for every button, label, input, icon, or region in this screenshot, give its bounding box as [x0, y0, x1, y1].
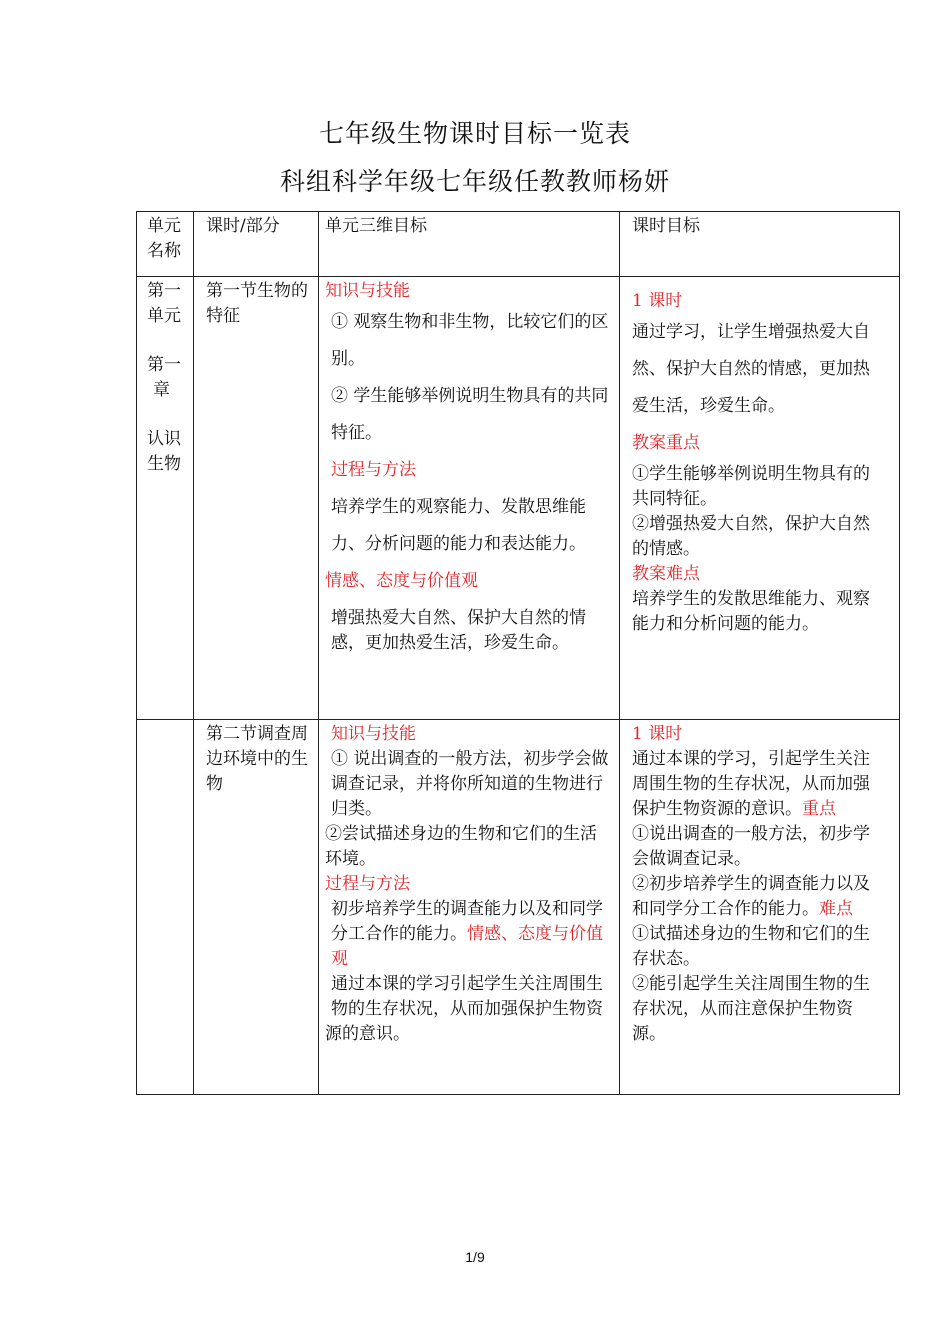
- process-methods-label: 过程与方法: [331, 460, 416, 480]
- key-points-label: 重点: [802, 799, 836, 819]
- process-methods-label: 过程与方法: [325, 874, 410, 894]
- emotion-values-label: 情感、态度与价值观: [325, 571, 478, 591]
- goal-text: ① 观察生物和非生物，比较它们的区别。: [331, 312, 609, 369]
- goal-text: ②尝试描述身边的生物和它们的生活环境。: [325, 824, 597, 869]
- unit-name-cell: [137, 277, 194, 720]
- goal-text: ① 说出调查的一般方法，初步学会做调查记录，并将你所知道的生物进行归类。: [331, 749, 609, 819]
- section-cell: [194, 720, 319, 1095]
- lesson-goals-cell: [620, 277, 900, 720]
- knowledge-skills-label: 知识与技能: [331, 724, 416, 744]
- lesson-intro: 通过学习，让学生增强热爱大自然、保护大自然的情感，更加热爱生活，珍爱生命。: [632, 322, 870, 416]
- unit-line: 生物: [147, 454, 181, 474]
- page-number: 1/9: [465, 1249, 485, 1265]
- unit-line: 认识: [147, 429, 181, 449]
- lesson-goals-table: [136, 211, 900, 1095]
- key-point: [632, 872, 885, 922]
- difficult-points-label: 难点: [819, 899, 853, 919]
- section-cell: [194, 277, 319, 720]
- document-subtitle: 科组科学年级七年级任教教师杨妍: [279, 167, 670, 196]
- unit-name-cell: [137, 720, 194, 1095]
- lesson-intro: [632, 747, 885, 822]
- lesson-hours: 1 课时: [632, 291, 683, 311]
- table-row: [137, 720, 900, 1095]
- lesson-hours: 1 课时: [632, 724, 683, 744]
- unit-line: 章: [153, 380, 170, 400]
- table-header-row: [137, 212, 900, 277]
- goal-text: 培养学生的观察能力、发散思维能力、分析问题的能力和表达能力。: [331, 497, 586, 554]
- header-lesson-goals: 课时目标: [620, 212, 900, 277]
- unit-line: 第一: [147, 281, 181, 301]
- emotion-values-label: 情感、态度与价值观: [331, 924, 603, 969]
- header-unit-name: 单元名称: [137, 212, 194, 277]
- unit-line: 第一: [147, 355, 181, 375]
- goal-text: ② 学生能够举例说明生物具有的共同特征。: [331, 386, 609, 443]
- unit-goals-cell: [319, 720, 620, 1095]
- lesson-goals-cell: [620, 720, 900, 1095]
- table-row: [137, 277, 900, 720]
- difficult-points-label: 教案难点: [632, 564, 700, 584]
- key-point-text: ②初步培养学生的调查能力以及和同学分工合作的能力。: [632, 874, 870, 919]
- difficult-point: ①试描述身边的生物和它们的生存状态。: [632, 924, 870, 969]
- knowledge-skills-label: 知识与技能: [325, 281, 410, 301]
- key-points-label: 教案重点: [632, 433, 700, 453]
- lesson-intro-text: 通过本课的学习，引起学生关注周围生物的生存状况，从而加强保护生物资源的意识。: [632, 749, 870, 819]
- header-unit-goals: 单元三维目标: [319, 212, 620, 277]
- unit-line: 单元: [147, 306, 181, 326]
- key-point: ①说出调查的一般方法，初步学会做调查记录。: [632, 824, 870, 869]
- document-title: 七年级生物课时目标一览表: [318, 119, 631, 148]
- difficult-point: 培养学生的发散思维能力、观察能力和分析问题的能力。: [632, 589, 870, 634]
- goal-text: [325, 897, 613, 972]
- section-title: 第二节调查周边环境中的生物: [206, 724, 308, 794]
- goal-text-inline: 初步培养学生的调查能力以及和同学分工合作的能力。: [331, 899, 603, 944]
- section-title: 第一节生物的特征: [206, 281, 308, 326]
- goal-text: 增强热爱大自然、保护大自然的情感，更加热爱生活，珍爱生命。: [331, 608, 586, 653]
- key-point: ①学生能够举例说明生物具有的共同特征。: [632, 464, 870, 509]
- difficult-point: ②能引起学生关注周围生物的生存状况，从而注意保护生物资源。: [632, 974, 870, 1044]
- header-lesson-part: 课时/部分: [194, 212, 319, 277]
- goal-text: 通过本课的学习引起学生关注周围生物的生存状况，从而加强保护生物资: [331, 974, 603, 1019]
- unit-goals-cell: [319, 277, 620, 720]
- key-point: ②增强热爱大自然，保护大自然的情感。: [632, 514, 870, 559]
- goal-text: 源的意识。: [325, 1024, 410, 1044]
